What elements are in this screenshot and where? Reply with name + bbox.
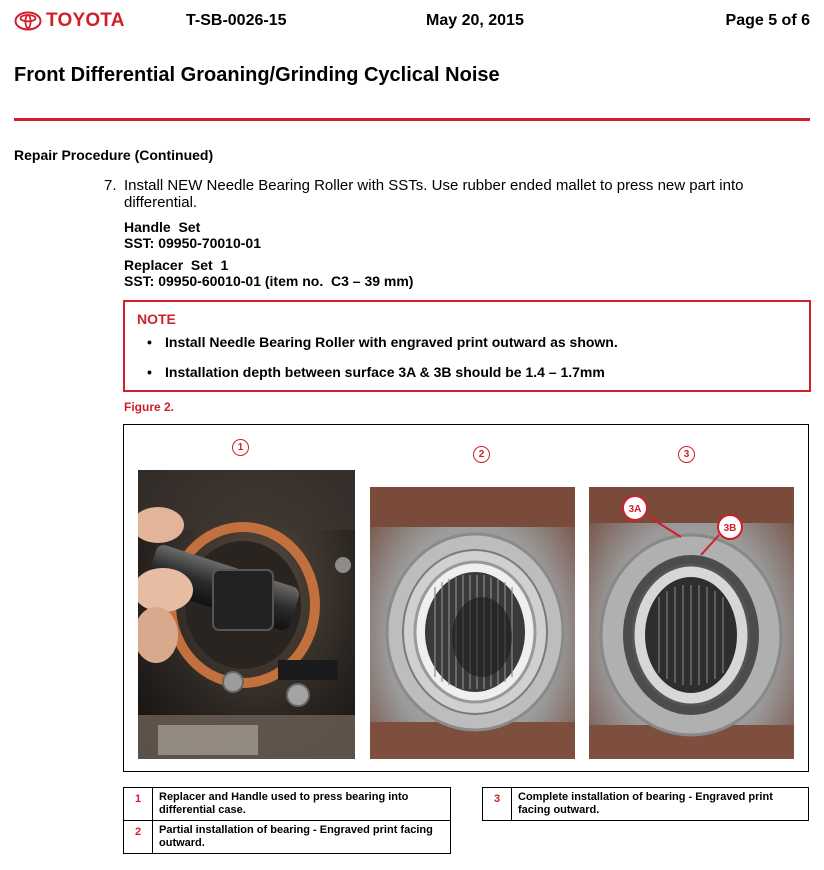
note-item-text: Install Needle Bearing Roller with engraved print outward as shown.: [165, 334, 618, 350]
tool-sst: SST: 09950-60010-01 (item no. C3 – 39 mm): [124, 273, 414, 289]
brand-name: TOYOTA: [46, 10, 125, 31]
note-item-text: Installation depth between surface 3A & 3B should be 1.4 – 1.7mm: [165, 364, 605, 380]
svg-text:3A: 3A: [628, 504, 642, 515]
section-heading: Repair Procedure (Continued): [14, 147, 214, 163]
callout-3: 3: [678, 446, 695, 463]
legend-text: Replacer and Handle used to press bearing into differential case.: [153, 788, 451, 821]
bullet-icon: •: [147, 334, 152, 350]
tool-name: Handle Set: [124, 219, 201, 235]
photo-replacer-and-handle: [138, 470, 355, 759]
photo-complete-installation: [589, 487, 794, 759]
toyota-emblem-icon: [14, 11, 42, 31]
legend-row: [124, 788, 451, 821]
legend-number: 1: [124, 788, 153, 821]
legend-row: [124, 821, 451, 854]
legend-table-right: [482, 787, 809, 821]
callout-1: 1: [232, 439, 249, 456]
figure-label: Figure 2.: [124, 400, 175, 414]
label-3a: [623, 496, 647, 520]
bulletin-id: T-SB-0026-15: [186, 12, 287, 29]
toyota-logo: [14, 10, 125, 32]
note-box: [123, 300, 811, 392]
photo-partial-installation: [370, 487, 575, 759]
note-item: [147, 364, 605, 380]
label-3b: [718, 515, 742, 539]
note-title: NOTE: [137, 311, 176, 327]
bulletin-date: May 20, 2015: [426, 12, 524, 29]
tool-handle-set: [124, 219, 261, 251]
legend-number: 3: [483, 788, 512, 821]
svg-text:3B: 3B: [723, 523, 737, 534]
legend-text: Complete installation of bearing - Engraved print facing outward.: [512, 788, 809, 821]
callout-2: 2: [473, 446, 490, 463]
legend-number: 2: [124, 821, 153, 854]
legend-row: [483, 788, 809, 821]
step-number: 7.: [104, 177, 117, 194]
tool-name: Replacer Set 1: [124, 257, 229, 273]
tool-sst: SST: 09950-70010-01: [124, 235, 261, 251]
note-item: [147, 334, 618, 350]
bullet-icon: •: [147, 364, 152, 380]
tool-replacer-set: [124, 257, 413, 289]
page-title: Front Differential Groaning/Grinding Cyclical Noise: [14, 64, 500, 86]
title-divider: [14, 118, 810, 121]
legend-table-left: [123, 787, 451, 854]
page-indicator: Page 5 of 6: [725, 12, 810, 29]
step-text: Install NEW Needle Bearing Roller with SSTs. Use rubber ended mallet to press new part into differential.: [124, 177, 744, 211]
legend-text: Partial installation of bearing - Engraved print facing outward.: [153, 821, 451, 854]
